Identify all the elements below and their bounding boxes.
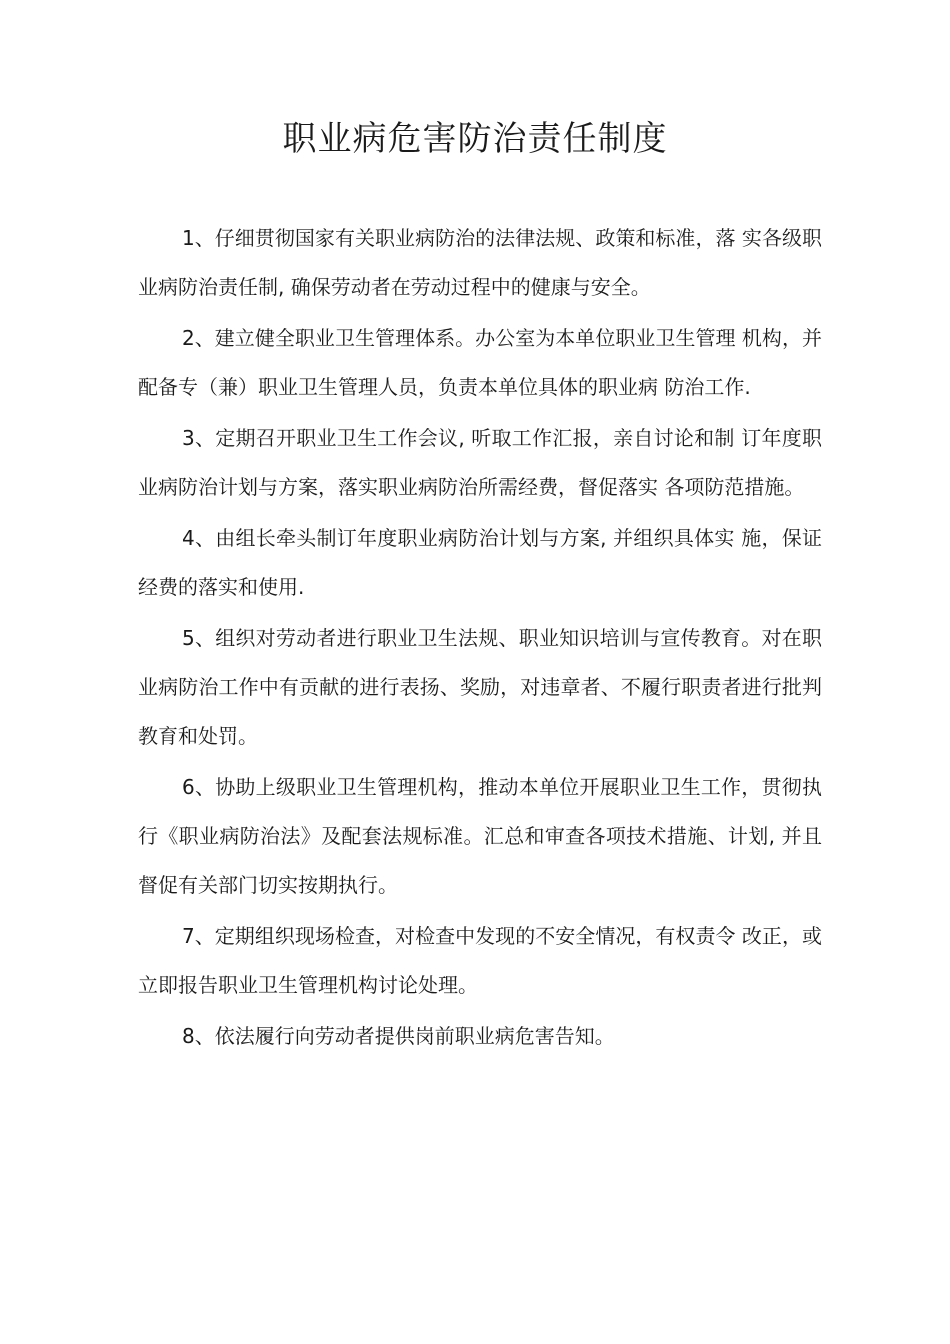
document-body <box>138 214 822 1063</box>
paragraph-1: 1、仔细贯彻国家有关职业病防治的法律法规、政策和标准，落 实各级职业病防治责任制, 确保劳动者在劳动过程中的健康与安全。 <box>138 226 822 299</box>
paragraph-4: 4、由组长牵头制订年度职业病防治计划与方案, 并组织具体实 施，保证经费的落实和使用. <box>138 526 822 599</box>
paragraph-8: 8、依法履行向劳动者提供岗前职业病危害告知。 <box>182 1024 615 1048</box>
paragraph-3: 3、定期召开职业卫生工作会议, 听取工作汇报，亲自讨论和制 订年度职业病防治计划与方案，落实职业病防治所需经费，督促落实 各项防范措施。 <box>138 426 822 499</box>
paragraph-6: 6、协助上级职业卫生管理机构，推动本单位开展职业卫生工作，贯彻执行《职业病防治法》及配套法规标准。汇总和审查各项技术措施、计划, 并且督促有关部门切实按期执行。 <box>138 775 822 897</box>
document-title: 职业病危害防治责任制度 <box>282 119 668 159</box>
paragraph-5: 5、组织对劳动者进行职业卫生法规、职业知识培训与宣传教育。对在职业病防治工作中有贡献的进行表扬、奖励，对违章者、不履行职责者进行批判教育和处罚。 <box>138 626 822 748</box>
paragraph-2: 2、建立健全职业卫生管理体系。办公室为本单位职业卫生管理 机构，并配备专（兼）职业卫生管理人员，负责本单位具体的职业病 防治工作. <box>138 326 822 399</box>
paragraph-7: 7、定期组织现场检查，对检查中发现的不安全情况，有权责令 改正，或立即报告职业卫生管理机构讨论处理。 <box>138 924 822 997</box>
